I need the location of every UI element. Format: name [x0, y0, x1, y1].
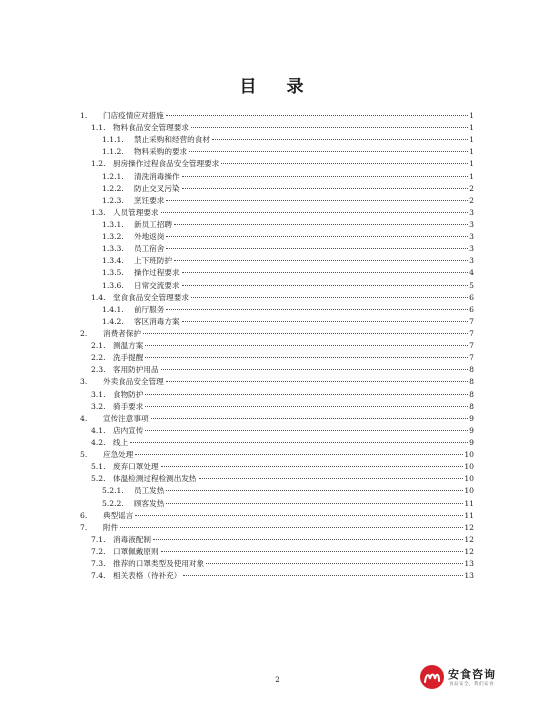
toc-entry[interactable]	[80, 280, 474, 292]
toc-leader-dots	[145, 406, 468, 407]
toc-entry-number: 2.	[80, 328, 88, 338]
toc-leader-dots	[120, 527, 463, 528]
toc-entry-number: 1.4.	[91, 292, 106, 302]
toc-entry[interactable]	[80, 158, 474, 170]
toc-entry-title: 人员管理要求	[113, 207, 159, 217]
toc-entry[interactable]	[80, 401, 474, 413]
toc-entry-title: 员工发热	[134, 486, 165, 496]
toc-entry[interactable]	[80, 183, 474, 195]
toc-entry-page: 12	[464, 534, 474, 544]
logo-mark-icon	[420, 665, 444, 689]
toc-entry-number: 7.2.	[91, 546, 106, 556]
toc-leader-dots	[135, 454, 463, 455]
toc-title: 目 录	[239, 77, 316, 97]
toc-entry-title: 附件	[103, 522, 119, 532]
toc-entry-number: 1.4.1.	[102, 304, 124, 314]
toc-entry-title: 操作过程要求	[134, 268, 180, 278]
toc-entry-page: 7	[469, 353, 474, 363]
toc-entry[interactable]	[80, 364, 474, 376]
toc-entry-number: 7.3.	[91, 559, 106, 569]
toc-leader-dots	[212, 139, 468, 140]
toc-entry-page: 11	[464, 510, 474, 520]
toc-entry[interactable]	[80, 461, 474, 473]
toc-entry-title: 外卖食品安全管理	[103, 377, 164, 387]
toc-entry-title: 堂食食品安全管理要求	[113, 292, 189, 302]
toc-entry-page: 11	[464, 498, 474, 508]
toc-entry-page: 9	[469, 425, 474, 435]
toc-entry-page: 6	[469, 292, 474, 302]
toc-entry[interactable]	[80, 328, 474, 340]
toc-entry[interactable]	[80, 473, 474, 485]
toc-entry-number: 3.2.	[91, 401, 106, 411]
toc-entry-title: 厨房操作过程食品安全管理要求	[113, 159, 220, 169]
toc-leader-dots	[166, 309, 468, 310]
toc-entry-title: 消费者保护	[103, 328, 141, 338]
toc-entry-number: 5.2.2.	[102, 498, 124, 508]
toc-entry-title: 测温方案	[113, 341, 144, 351]
toc-entry-number: 1.2.	[91, 159, 106, 169]
toc-entry[interactable]	[80, 485, 474, 497]
toc-entry-number: 1.3.6.	[102, 280, 124, 290]
toc-entry-number: 5.2.1.	[102, 486, 124, 496]
toc-entry-title: 外地返岗	[134, 232, 165, 242]
toc-leader-dots	[145, 345, 468, 346]
toc-entry-number: 1.3.	[91, 207, 106, 217]
toc-entry-title: 消毒液配制	[113, 534, 151, 544]
toc-entry-title: 相关表格（待补充）	[113, 571, 182, 581]
toc-entry-page: 4	[469, 268, 474, 278]
toc-entry-title: 新员工招聘	[134, 219, 172, 229]
toc-entry[interactable]	[80, 389, 474, 401]
toc-entry-number: 5.2.	[91, 474, 106, 484]
toc-entry-title: 客用防护用品	[113, 365, 159, 375]
toc-leader-dots	[161, 212, 469, 213]
toc-entry-number: 2.2.	[91, 353, 106, 363]
toc-entry[interactable]	[80, 498, 474, 510]
toc-entry[interactable]	[80, 292, 474, 304]
toc-entry-page: 12	[464, 522, 474, 532]
toc-entry-number: 1.	[80, 111, 88, 120]
toc-entry-number: 5.1.	[91, 462, 106, 472]
toc-entry[interactable]	[80, 171, 474, 183]
toc-entry-number: 4.1.	[91, 425, 106, 435]
toc-entry[interactable]	[80, 558, 474, 570]
toc-entry-title: 宣传注意事项	[103, 413, 149, 423]
toc-entry-page: 9	[469, 413, 474, 423]
toc-entry-number: 1.2.1.	[102, 171, 124, 181]
toc-entry[interactable]	[80, 510, 474, 522]
logo-name: 安食咨询	[448, 668, 496, 681]
toc-leader-dots	[143, 333, 468, 334]
toc-entry[interactable]	[80, 146, 474, 158]
toc-entry-title: 客区消毒方案	[134, 316, 180, 326]
toc-leader-dots	[166, 248, 468, 249]
toc-leader-dots	[174, 224, 468, 225]
toc-leader-dots	[182, 272, 469, 273]
toc-entry-number: 2.3.	[91, 365, 106, 375]
toc-entry-number: 4.	[80, 413, 88, 423]
toc-leader-dots	[166, 381, 468, 382]
toc-entry-page: 3	[469, 232, 474, 242]
toc-entry-title: 门店疫情应对措施	[103, 111, 164, 120]
toc-leader-dots	[145, 430, 468, 431]
toc-entry-number: 1.3.1.	[102, 219, 124, 229]
toc-leader-dots	[206, 563, 463, 564]
toc-leader-dots	[151, 418, 469, 419]
toc-entry-number: 1.3.5.	[102, 268, 124, 278]
toc-entry-number: 1.1.2.	[102, 147, 124, 157]
toc-entry-number: 3.	[80, 377, 88, 387]
toc-entry-number: 1.3.4.	[102, 256, 124, 266]
toc-entry[interactable]	[80, 413, 474, 425]
toc-entry-number: 1.3.2.	[102, 232, 124, 242]
toc-entry-title: 日常交流要求	[134, 280, 180, 290]
toc-entry-page: 1	[469, 135, 474, 145]
toc-leader-dots	[135, 515, 463, 516]
toc-leader-dots	[161, 551, 464, 552]
toc-entry[interactable]	[80, 425, 474, 437]
toc-entry-page: 3	[469, 207, 474, 217]
toc-leader-dots	[145, 394, 468, 395]
toc-entry-page: 2	[469, 183, 474, 193]
toc-leader-dots	[182, 188, 469, 189]
toc-entry[interactable]	[80, 352, 474, 364]
toc-entry-number: 6.	[80, 510, 88, 520]
toc-entry-number: 3.1.	[91, 389, 106, 399]
toc-leader-dots	[145, 357, 468, 358]
toc-entry[interactable]	[80, 570, 474, 582]
toc-leader-dots	[183, 575, 463, 576]
toc-entry[interactable]	[80, 207, 474, 219]
toc-entry-page: 1	[469, 147, 474, 157]
toc-entry-title: 前厅服务	[134, 304, 165, 314]
toc-entry-page: 10	[464, 474, 474, 484]
toc-entry[interactable]	[80, 534, 474, 546]
toc-entry-title: 防止交叉污染	[134, 183, 180, 193]
toc-entry-page: 8	[469, 389, 474, 399]
toc-entry-title: 物料食品安全管理要求	[113, 123, 189, 133]
toc-entry-title: 体温检测过程检测出发热	[113, 474, 197, 484]
toc-entry-title: 顾客发热	[134, 498, 165, 508]
toc-entry[interactable]	[80, 231, 474, 243]
toc-leader-dots	[166, 200, 468, 201]
toc-entry-number: 1.2.3.	[102, 195, 124, 205]
toc-entry[interactable]	[80, 122, 474, 134]
toc-entry-title: 禁止采购和经营的食材	[134, 135, 210, 145]
toc-entry-number: 5.	[80, 450, 88, 460]
toc-entry-page: 13	[464, 559, 474, 569]
toc-entry-page: 2	[469, 195, 474, 205]
toc-entry[interactable]	[80, 316, 474, 328]
toc-entry-number: 1.1.1.	[102, 135, 124, 145]
toc-entry-number: 1.1.	[91, 123, 106, 133]
toc-entry-page: 10	[464, 462, 474, 472]
toc-entry-page: 7	[469, 328, 474, 338]
toc-entry-title: 骑手要求	[113, 401, 144, 411]
toc-entry-title: 烹饪要求	[134, 195, 165, 205]
toc-entry[interactable]	[80, 110, 474, 122]
toc-entry-page: 13	[464, 571, 474, 581]
toc-entry[interactable]	[80, 267, 474, 279]
toc-leader-dots	[182, 321, 469, 322]
toc-entry-page: 8	[469, 377, 474, 387]
toc-entry-page: 3	[469, 256, 474, 266]
toc-entry-number: 1.2.2.	[102, 183, 124, 193]
toc-entry-page: 8	[469, 365, 474, 375]
toc-entry-title: 线上	[113, 437, 129, 447]
toc-entry-number: 1.3.3.	[102, 244, 124, 254]
toc-entry[interactable]	[80, 449, 474, 461]
toc-entry[interactable]	[80, 340, 474, 352]
toc-entry[interactable]	[80, 437, 474, 449]
logo-slogan: 食品安全，我们安食	[449, 682, 494, 687]
toc-entry-page: 7	[469, 316, 474, 326]
toc-entry-number: 7.4.	[91, 571, 106, 581]
toc-entry-page: 8	[469, 401, 474, 411]
toc-entry-title: 员工宿舍	[134, 244, 165, 254]
toc-entry-title: 上下班防护	[134, 256, 172, 266]
toc-entry-title: 洗手提醒	[113, 353, 144, 363]
page-number: 2	[275, 676, 280, 684]
toc-entry[interactable]	[80, 304, 474, 316]
toc-leader-dots	[182, 176, 469, 177]
toc-leader-dots	[161, 466, 464, 467]
toc-leader-dots	[153, 539, 463, 540]
toc-leader-dots	[166, 115, 468, 116]
toc-leader-dots	[166, 503, 463, 504]
toc-entry-page: 12	[464, 546, 474, 556]
toc-entry-page: 1	[469, 111, 474, 120]
toc-leader-dots	[130, 442, 468, 443]
toc-entry[interactable]	[80, 255, 474, 267]
toc-entry-number: 4.2.	[91, 437, 106, 447]
toc-entry[interactable]	[80, 195, 474, 207]
toc-leader-dots	[189, 151, 468, 152]
toc-entry-number: 7.	[80, 522, 88, 532]
toc-leader-dots	[191, 127, 468, 128]
toc-leader-dots	[174, 260, 468, 261]
toc-entry-number: 2.1.	[91, 341, 106, 351]
toc-entry-page: 3	[469, 219, 474, 229]
toc-entry-title: 清洗消毒操作	[134, 171, 180, 181]
toc-entry-title: 典型谣言	[103, 510, 134, 520]
toc-entry-page: 1	[469, 159, 474, 169]
toc-entry-title: 应急处理	[103, 450, 134, 460]
toc-leader-dots	[161, 369, 469, 370]
toc-entry[interactable]	[80, 134, 474, 146]
toc-entry-number: 7.1.	[91, 534, 106, 544]
toc-entry-page: 6	[469, 304, 474, 314]
toc-entry[interactable]	[80, 546, 474, 558]
toc-leader-dots	[166, 490, 463, 491]
toc-entry-page: 1	[469, 123, 474, 133]
toc-entry-title: 推荐的口罩类型及使用对象	[113, 559, 205, 569]
toc-entry-number: 1.4.2.	[102, 316, 124, 326]
toc-leader-dots	[191, 297, 468, 298]
toc-entry-page: 5	[469, 280, 474, 290]
toc-entry-title: 物料采购的要求	[134, 147, 188, 157]
toc-entry[interactable]	[80, 376, 474, 388]
toc-entry-page: 9	[469, 437, 474, 447]
toc-entry[interactable]	[80, 243, 474, 255]
toc-entry-page: 1	[469, 171, 474, 181]
toc-entry-title: 食物防护	[113, 389, 144, 399]
table-of-contents	[80, 110, 474, 582]
toc-entry-page: 10	[464, 450, 474, 460]
logo	[420, 663, 530, 693]
toc-leader-dots	[182, 285, 469, 286]
toc-entry-title: 废弃口罩处理	[113, 462, 159, 472]
toc-leader-dots	[166, 236, 468, 237]
toc-entry[interactable]	[80, 219, 474, 231]
toc-leader-dots	[199, 478, 464, 479]
toc-entry-page: 3	[469, 244, 474, 254]
toc-entry-title: 店内宣传	[113, 425, 144, 435]
toc-entry-page: 7	[469, 341, 474, 351]
toc-leader-dots	[221, 163, 468, 164]
toc-entry-title: 口罩佩戴原则	[113, 546, 159, 556]
toc-entry[interactable]	[80, 522, 474, 534]
toc-entry-page: 10	[464, 486, 474, 496]
